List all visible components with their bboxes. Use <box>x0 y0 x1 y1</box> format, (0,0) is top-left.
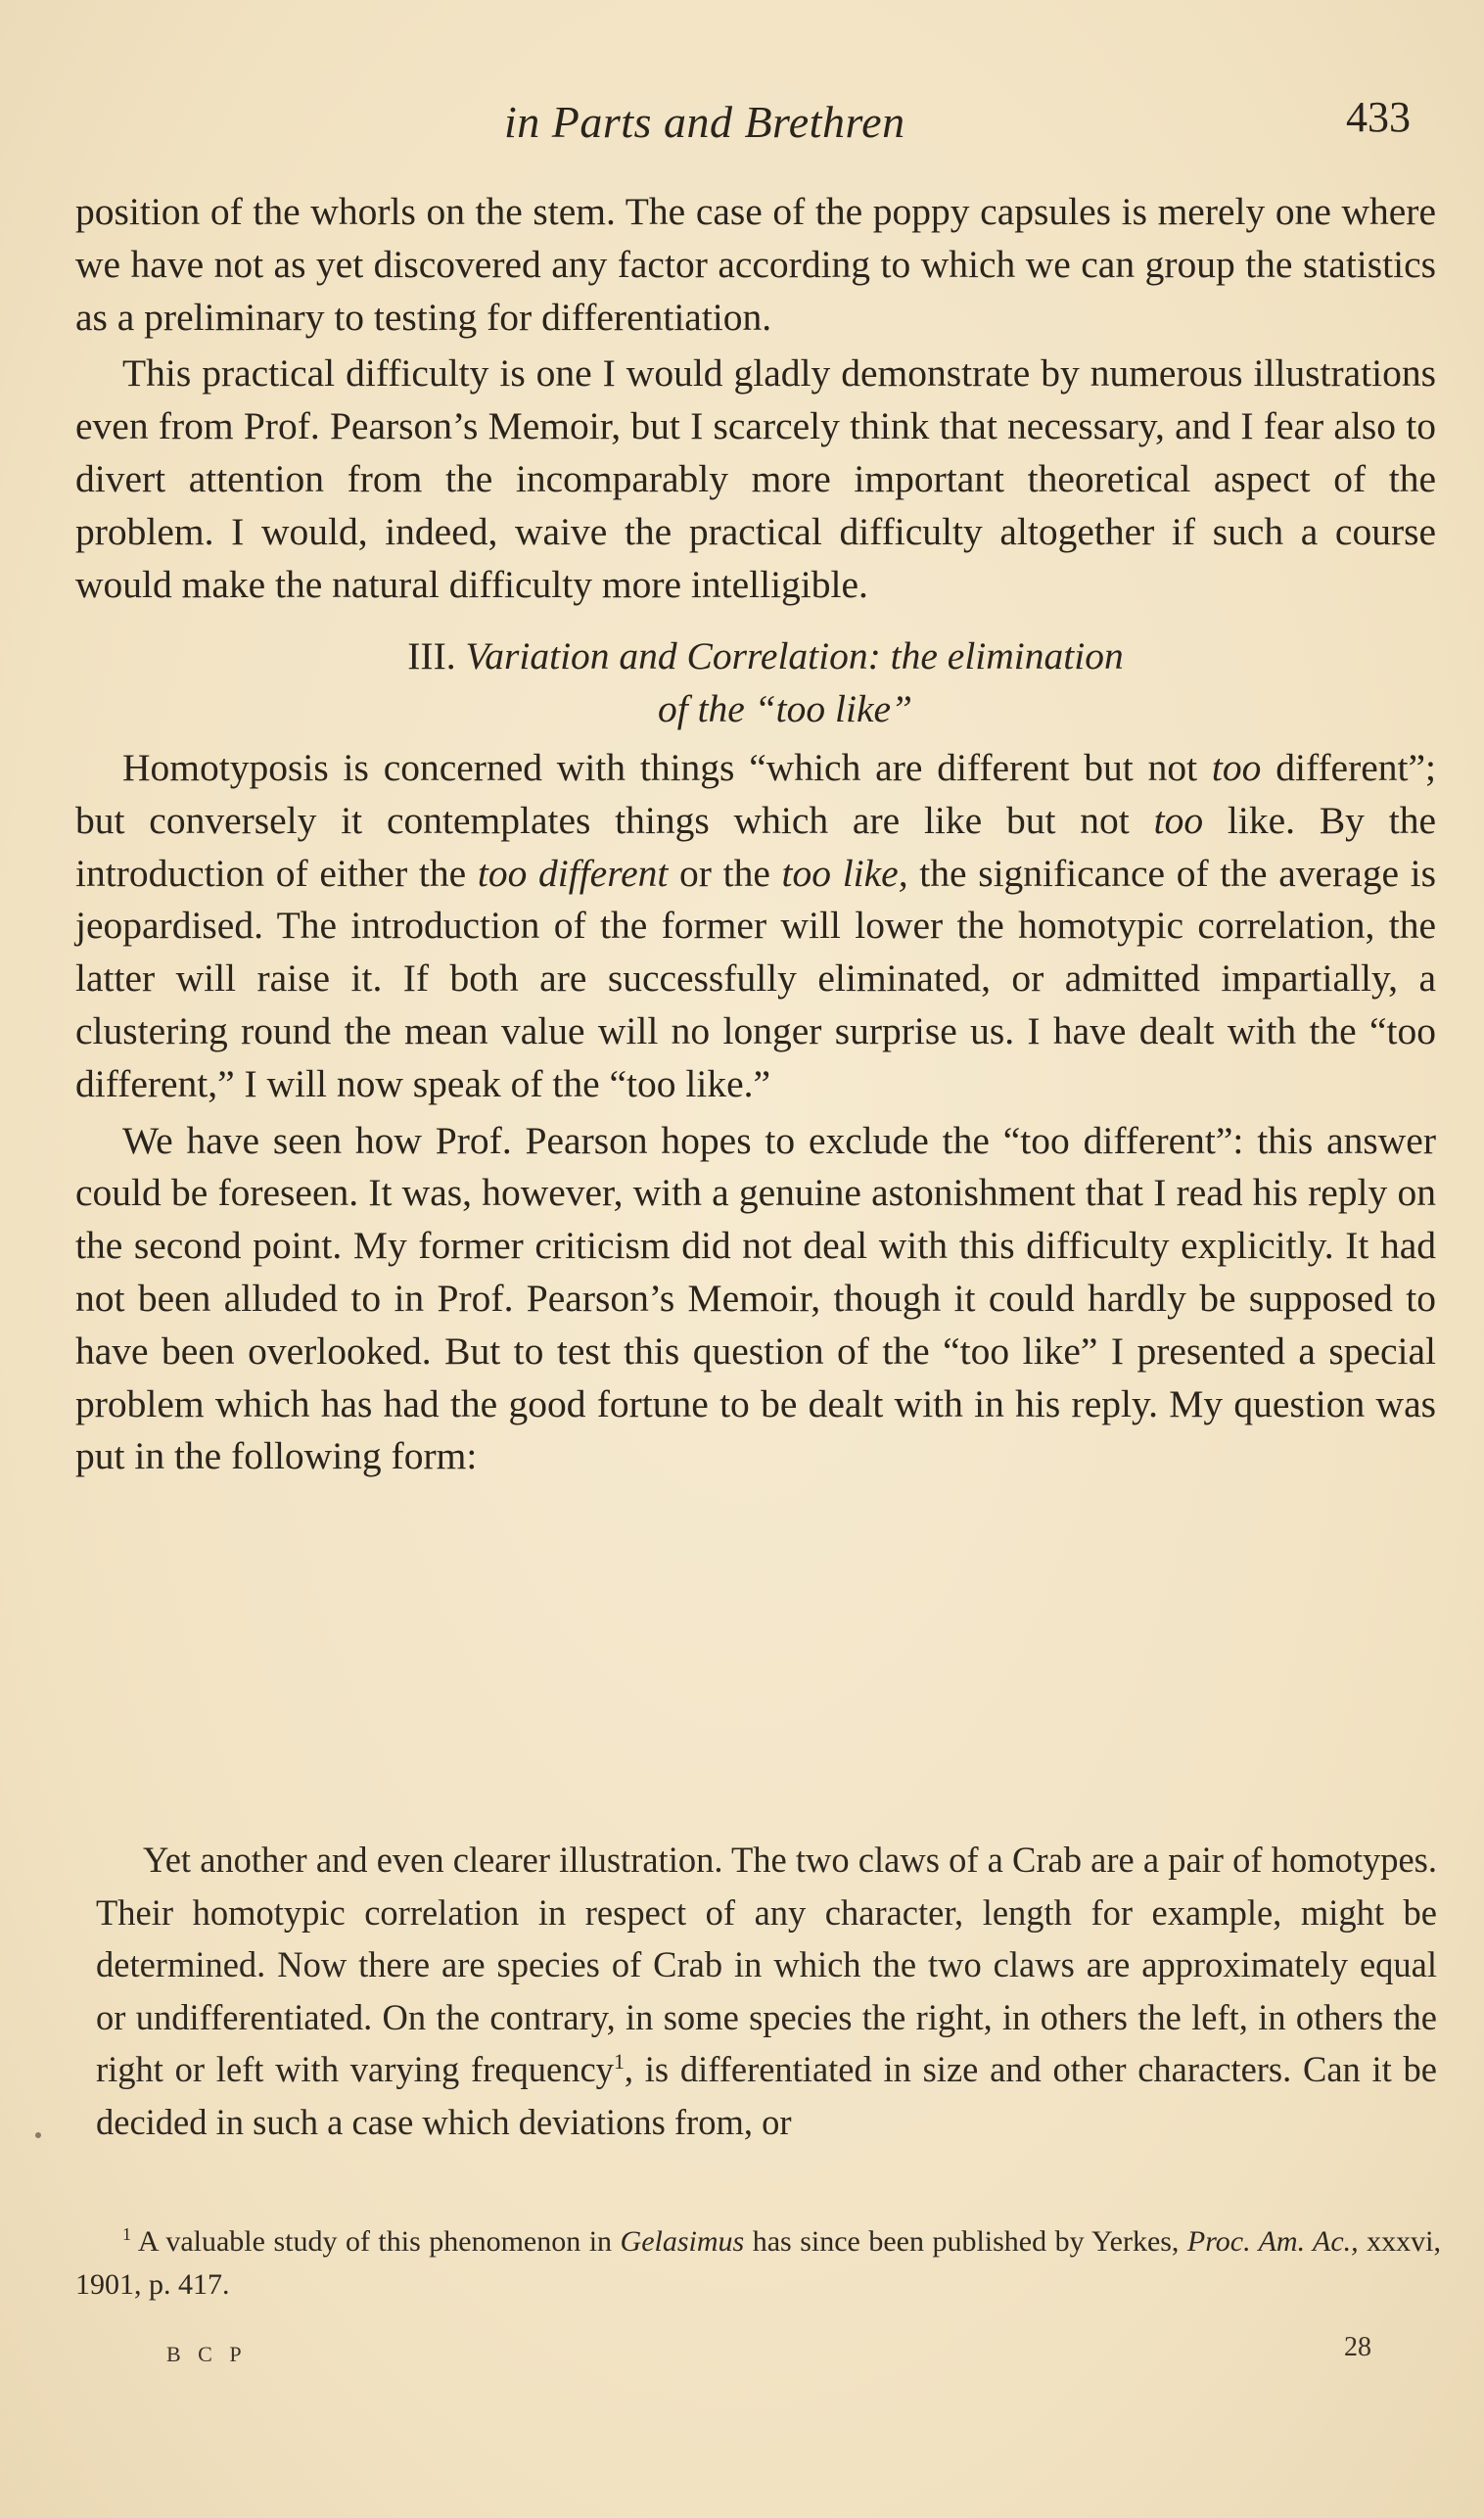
block-quote <box>96 1834 1437 2148</box>
section-number: III. <box>407 634 456 678</box>
section-title-line-2: of the “too like” <box>657 687 913 731</box>
quote-text-2: , is differentiated in size and other characters. Can it be decided in such a case which deviations from, or <box>96 2049 1437 2142</box>
p3-text-1: Homotyposis is concerned with things “which are different but not <box>122 745 1212 789</box>
quote-text-1: Yet another and even clearer illustration. The two claws of a Crab are a pair of homotypes. Their homotypic correlation in respect of any character, length for example, might be determined. Now there are species of Crab in which the two claws are approximately equal or undifferentiated. On the contrary, in some species the right, in others the left, in others the right or left with varying frequency <box>96 1840 1437 2089</box>
p3-emphasis-3: too different <box>477 851 669 895</box>
sheet-number: 28 <box>1344 2332 1371 2362</box>
paragraph-2: This practical difficulty is one I would gladly demonstrate by numerous illustrations even from Prof. Pearson’s Memoir, but I scarcely think that necessary, and I fear also to divert attention from the incomparably more important theoretical aspect of the problem. I would, indeed, waive the practical difficulty altogether if such a course would make the natural difficulty more intelligible. <box>75 351 1436 606</box>
paragraph-4: We have seen how Prof. Pearson hopes to exclude the “too different”: this answer could be foreseen. It was, however, with a genuine astonishment that I read his reply on the second point. My former criticism did not deal with this difficulty explicitly. It had not been alluded to in Prof. Pearson’s Memoir, though it could hardly be supposed to have been overlooked. But to test this question of the “too like” I presented a special problem which has had the good fortune to be dealt with in his reply. My question was put in the following form: <box>75 1118 1436 1478</box>
p3-emphasis-2: too <box>1153 798 1204 842</box>
running-title: in Parts and Brethren <box>504 97 905 147</box>
p3-emphasis-4: too like, <box>781 851 908 895</box>
signature-mark: B C P <box>166 2342 248 2366</box>
footnote-reference: 1 <box>613 2048 625 2074</box>
footnote-text-1: A valuable study of this phenomenon in <box>131 2225 621 2258</box>
margin-mark <box>35 2132 41 2138</box>
page-number: 433 <box>1346 93 1411 141</box>
footnote-emphasis-1: Gelasimus <box>620 2225 745 2258</box>
p3-emphasis-1: too <box>1211 745 1262 789</box>
p3-text-3: like. By the introduction of either the <box>75 798 1436 895</box>
body-text <box>75 186 1436 1483</box>
running-head <box>0 90 1484 159</box>
section-heading-line-2 <box>134 683 1436 736</box>
footnote-mark: 1 <box>122 2224 131 2244</box>
p3-text-4: or the <box>668 851 782 895</box>
paragraph-3 <box>75 742 1436 1111</box>
footnote-text-3: xxxvi, 1901, p. 417. <box>75 2225 1441 2301</box>
footnote-emphasis-2: Proc. Am. Ac., <box>1186 2225 1359 2258</box>
paragraph-1: position of the whorls on the stem. The case of the poppy capsules is merely one where we have not as yet discovered any factor according to which we can group the statistics as a preliminary to testing for differentiation. <box>75 190 1436 339</box>
section-heading-line-1 <box>95 630 1436 683</box>
p3-text-5: the significance of the average is jeopardised. The introduction of the former will lower the homotypic correlation, the latter will raise it. If both are successfully eliminated, or admitted impartially, a clustering round the mean value will no longer surprise us. I have dealt with the “too different,” I will now speak of the “too like.” <box>75 851 1436 1105</box>
p3-text-2: different”; but conversely it contemplates things which are like but not <box>75 745 1436 842</box>
section-title-line-1: Variation and Correlation: the elimination <box>465 634 1124 678</box>
footnote-text-2: has since been published by Yerkes, <box>744 2225 1187 2258</box>
footnote <box>75 2220 1441 2307</box>
section-heading <box>75 630 1436 736</box>
